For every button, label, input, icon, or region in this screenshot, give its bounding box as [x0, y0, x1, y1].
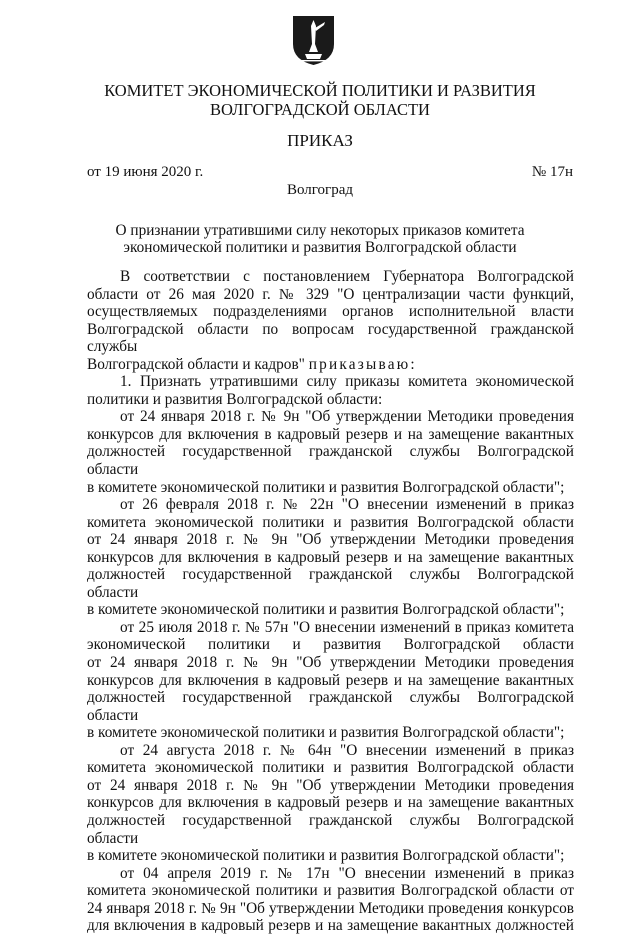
- text-line: В соответствии с постановлением Губернатора Волгоградской: [120, 268, 574, 285]
- text-line: для включения в кадровый резерв и на замещение вакантных должностей: [87, 917, 574, 935]
- document-type: ПРИКАЗ: [287, 131, 353, 150]
- text-line: в комитете экономической политики и развития Волгоградской области";: [87, 724, 565, 742]
- text-line: должностей государственной гражданской службы Волгоградской области: [87, 811, 574, 847]
- text-line: конкурсов для включения в кадровый резерв и на замещение вакантных: [87, 794, 574, 812]
- text-line: конкурсов для включения в кадровый резерв и на замещение вакантных: [87, 548, 574, 566]
- volgograd-coat-of-arms-icon: [291, 14, 336, 66]
- paragraph-order-3: [87, 619, 574, 742]
- text-line: в комитете экономической политики и развития Волгоградской области";: [87, 847, 565, 865]
- text-line: конкурсов для включения в кадровый резерв и на замещение вакантных: [87, 425, 574, 443]
- text-line: от 24 января 2018 г. № 9н "Об утверждении Методики проведения: [87, 776, 574, 794]
- text-line: комитета экономической политики и развития Волгоградской области: [87, 759, 574, 777]
- text-line: политики и развития Волгоградской области:: [87, 390, 383, 408]
- text-line: от 24 августа 2018 г. № 64н "О внесении изменений в приказ: [120, 741, 574, 759]
- subject-line2: экономической политики и развития Волгоградской области: [123, 239, 517, 256]
- paragraph-order-1: [87, 408, 574, 496]
- text-line: от 04 апреля 2019 г. № 17н "О внесении изменений в приказ: [120, 864, 574, 882]
- text-line: в комитете экономической политики и развития Волгоградской области";: [87, 478, 565, 496]
- paragraph-order-5: [87, 865, 574, 935]
- text-line: комитета экономической политики и развития Волгоградской области от: [87, 882, 574, 900]
- organization-name-line2: ВОЛГОГРАДСКОЙ ОБЛАСТИ: [210, 100, 430, 119]
- text-line: от 26 февраля 2018 г. № 22н "О внесении изменений в приказ: [120, 496, 574, 514]
- paragraph-order-4: [87, 742, 574, 865]
- text-line: Волгоградской области по вопросам государственной гражданской службы: [87, 320, 574, 356]
- text-line: комитета экономической политики и развития Волгоградской области: [87, 513, 574, 531]
- text-line: должностей государственной гражданской службы Волгоградской области: [87, 566, 574, 601]
- paragraph-item-1: [87, 373, 574, 408]
- order-word: приказываю:: [308, 355, 417, 373]
- text-line: 1. Признать утратившими силу приказы комитета экономической: [120, 373, 574, 391]
- document-subject: [0, 222, 640, 256]
- text-line: должностей государственной гражданской службы Волгоградской области: [87, 689, 574, 724]
- text-line: от 25 июля 2018 г. № 57н "О внесении изменений в приказ комитета: [120, 618, 574, 636]
- text-line: от 24 января 2018 г. № 9н "Об утверждении Методики проведения: [87, 531, 574, 549]
- text-line: области от 26 мая 2020 г. № 329 "О централизации части функций,: [87, 285, 574, 303]
- organization-name-line1: КОМИТЕТ ЭКОНОМИЧЕСКОЙ ПОЛИТИКИ И РАЗВИТИЯ: [104, 81, 536, 100]
- document-body: [87, 268, 574, 935]
- text-line: осуществляемых подразделениями органов исполнительной власти: [87, 303, 574, 321]
- text-line: экономической политики и развития Волгоградской области: [87, 636, 574, 654]
- text-line: должностей государственной гражданской службы Волгоградской области: [87, 443, 574, 479]
- subject-line1: О признании утратившими силу некоторых приказов комитета: [115, 222, 525, 239]
- paragraph-preamble: [87, 268, 574, 373]
- text-fragment: Волгоградской области и кадров": [87, 355, 305, 373]
- text-line: 24 января 2018 г. № 9н "Об утверждении Методики проведения конкурсов: [87, 899, 574, 917]
- text-line: от 24 января 2018 г. № 9н "Об утверждении Методики проведения: [120, 408, 574, 426]
- document-city: Волгоград: [286, 182, 353, 198]
- organization-name: [0, 81, 640, 119]
- document-date: от 19 июня 2020 г.: [87, 164, 204, 180]
- text-line: в комитете экономической политики и развития Волгоградской области";: [87, 601, 565, 619]
- text-line: конкурсов для включения в кадровый резерв и на замещение вакантных: [87, 671, 574, 689]
- text-line: от 24 января 2018 г. № 9н "Об утверждении Методики проведения: [87, 654, 574, 672]
- text-line: [87, 356, 574, 374]
- document-number: № 17н: [531, 164, 573, 180]
- paragraph-order-2: [87, 496, 574, 619]
